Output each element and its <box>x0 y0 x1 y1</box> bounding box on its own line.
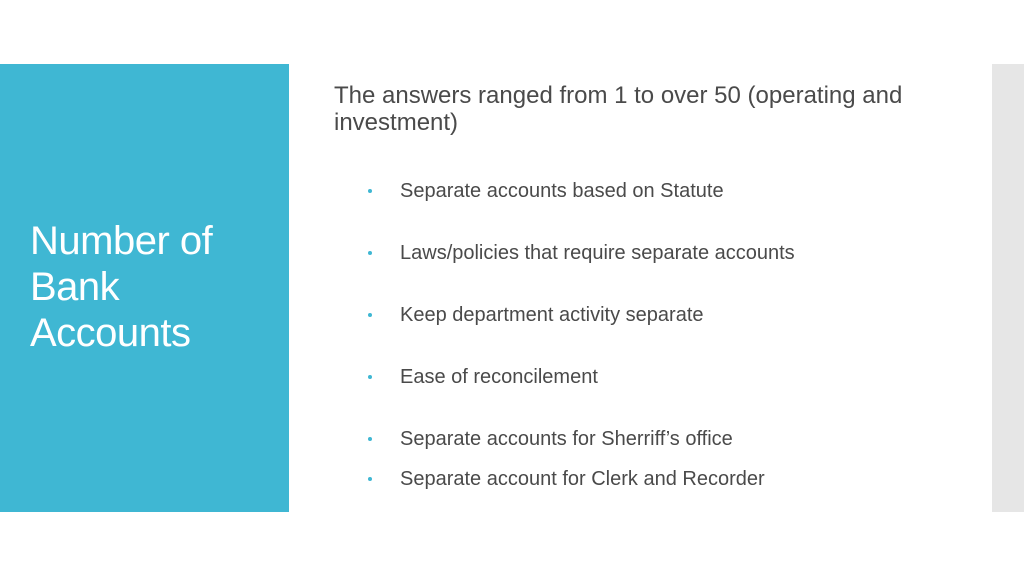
bullet-text: Laws/policies that require separate accounts <box>400 242 795 264</box>
intro-text: The answers ranged from 1 to over 50 (operating and investment) <box>334 82 903 136</box>
scroll-track[interactable] <box>992 64 1024 512</box>
bullet-dot-icon <box>368 437 372 441</box>
bullet-text: Separate accounts for Sherriff’s office <box>400 428 733 450</box>
bullet-dot-icon <box>368 313 372 317</box>
bullet-dot-icon <box>368 477 372 481</box>
bullet-text: Separate accounts based on Statute <box>400 180 724 202</box>
bullet-dot-icon <box>368 375 372 379</box>
bullet-text: Separate account for Clerk and Recorder <box>400 468 765 490</box>
bullet-dot-icon <box>368 189 372 193</box>
slide-title: Number of Bank Accounts <box>30 219 213 355</box>
bullet-text: Ease of reconcilement <box>400 366 598 388</box>
bullet-dot-icon <box>368 251 372 255</box>
bullet-text: Keep department activity separate <box>400 304 704 326</box>
